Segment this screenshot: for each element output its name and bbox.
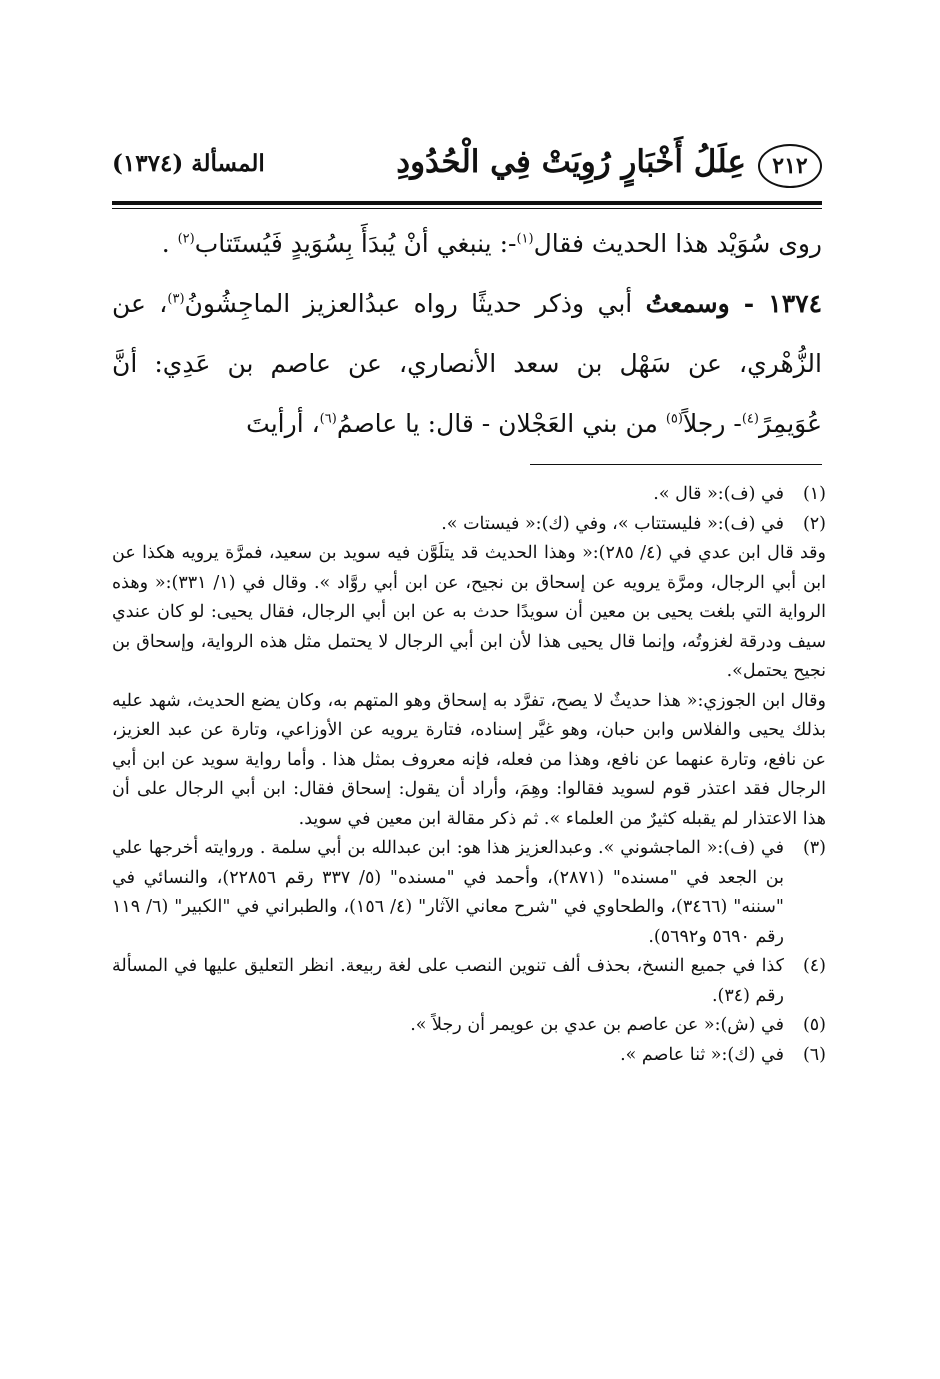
text-run: ، عن الزُّهْري، عن سَهْل بن سعد الأنصاري، عن عاصم بن عَدِي: أنَّ عُوَيمِرً <box>112 289 822 438</box>
entry-number: ١٣٧٤ - وسمعتُ <box>645 289 822 318</box>
footnote-ref-6: (٦) <box>319 411 337 427</box>
text-run: من بني العَجْلان - قال: يا عاصمُ <box>336 409 658 438</box>
main-paragraph-1 <box>112 214 822 274</box>
text-run: ، أرأيتَ <box>246 409 320 438</box>
text-run: . <box>161 229 170 258</box>
footnote-text: وقال ابن الجوزي:« هذا حديثٌ لا يصح، تفرَّد به إسحاق وهو المتهم به، وكان يضع الحديث، شهد عليه بذلك يحيى والفلاس وابن حبان، وهو غيَّر إسناده، فتارة يرويه عن الأوزاعي، وتارة عن عبد العزيز، عن نافع، وتارة عنهما عن نافع، وهذا من فعله، فإنه معروف بمثل هذا . وأما رواية سويد عن ابن أبي الرجال فقد اعتذر قوم لسويد فقالوا: وهِمَ، وأراد أن يقول: إسحاق فقال: ابن أبي الرجال على أن هذا الاعتذار لم يقبله كثيرٌ من العلماء ». ثم ذكر مقالة ابن معين في سويد. <box>112 690 826 829</box>
footnote-ref-2: (٢) <box>177 231 195 247</box>
footnote-2 <box>112 510 826 835</box>
page-header <box>112 140 822 200</box>
footnote-text: في (ف):« فليستتاب »، وفي (ك):« فيستات ». <box>441 513 784 534</box>
footnote-text: وقد قال ابن عدي في (٤/ ٢٨٥):« وهذا الحديث قد يتلَوَّن فيه سويد بن سعيد، فمرَّة يرويه هكذا عن ابن أبي الرجال، ومرَّة يرويه عن إسحاق بن نجيح، عن ابن أبي روَّاد ». وقال في (١/ ٣٣١):« وهذه الرواية التي بلغت يحيى بن معين أن سويدًا حدث به عن ابن أبي الرجال، فقال يحيى: لو كان عندي سيف ودرقة لغزوتُه، وإنما قال يحيى هذا لأن ابن أبي الرجال لا يحتمل مثل هذه الرواية، وإسحاق بن نجيح يحتمل». <box>112 543 826 681</box>
footnotes <box>112 480 826 1070</box>
book-title: عِلَلُ أَخْبَارٍ رُوِيَتْ فِي الْحُدُودِ <box>396 144 746 180</box>
header-rule-thick <box>112 201 822 205</box>
footnote-4 <box>112 952 826 1011</box>
footnote-ref-3: (٣) <box>167 291 185 307</box>
footnote-1 <box>112 480 826 510</box>
footnote-number: (٢) <box>802 513 826 534</box>
footnote-6 <box>112 1041 826 1071</box>
main-text <box>112 214 822 454</box>
footnote-ref-4: (٤) <box>741 411 759 427</box>
footnote-ref-5: (٥) <box>665 411 683 427</box>
page-number: ٢١٢ <box>758 144 822 188</box>
footnote-body <box>112 1041 784 1071</box>
footnote-text: في (ك):« ثنا عاصم ». <box>620 1044 784 1065</box>
text-run: أبي وذكر حديثًا رواه عبدُالعزيز الماجِشُونُ <box>184 289 633 318</box>
footnote-5 <box>112 1011 826 1041</box>
footnote-number: (١) <box>802 484 826 504</box>
footnote-number: (٦) <box>802 1044 826 1065</box>
footnote-separator <box>530 464 822 465</box>
footnote-3 <box>112 834 826 952</box>
footnote-number: (٤) <box>802 956 826 976</box>
footnote-body <box>112 510 826 835</box>
text-run: روى سُوَيْد هذا الحديث فقال <box>533 229 822 258</box>
footnote-body <box>112 952 784 1011</box>
footnote-text: في (ش):« عن عاصم بن عدي بن عويمر أن رجلاً ». <box>410 1015 784 1035</box>
footnote-body <box>112 1011 784 1041</box>
issue-label: المسألة (١٣٧٤) <box>112 150 265 177</box>
footnote-text: في (ف):« قال ». <box>653 484 784 504</box>
footnote-text: كذا في جميع النسخ، بحذف ألف تنوين النصب على لغة ربيعة. انظر التعليق عليها في المسألة رقم (٣٤). <box>112 956 784 1006</box>
footnote-body <box>112 480 784 510</box>
footnote-body <box>112 834 784 952</box>
footnote-ref-1: (١) <box>516 231 534 247</box>
footnote-text: في (ف):« الماجشوني ». وعبدالعزيز هذا هو: ابن عبدالله بن أبي سلمة . وروايته أخرجها علي بن الجعد في "مسنده" (٢٨٧١)، وأحمد في "مسنده" (٥/ ٣٣٧ رقم ٢٢٨٥٦)، والنسائي في "سننه" (٣٤٦٦)، والطحاوي في "شرح معاني الآثار" (٤/ ١٥٦)، والطبراني في "الكبير" (٦/ ١١٩ رقم ٥٦٩٠ و٥٦٩٢). <box>112 838 784 947</box>
footnote-number: (٣) <box>802 838 826 858</box>
footnote-number: (٥) <box>802 1015 826 1035</box>
text-run: - رجلاً <box>682 409 742 438</box>
main-paragraph-2 <box>112 274 822 454</box>
text-run: -: ينبغي أنْ يُبدَأَ بِسُوَيدٍ فَيُستَتاب <box>194 229 517 258</box>
header-rule-thin <box>112 208 822 209</box>
